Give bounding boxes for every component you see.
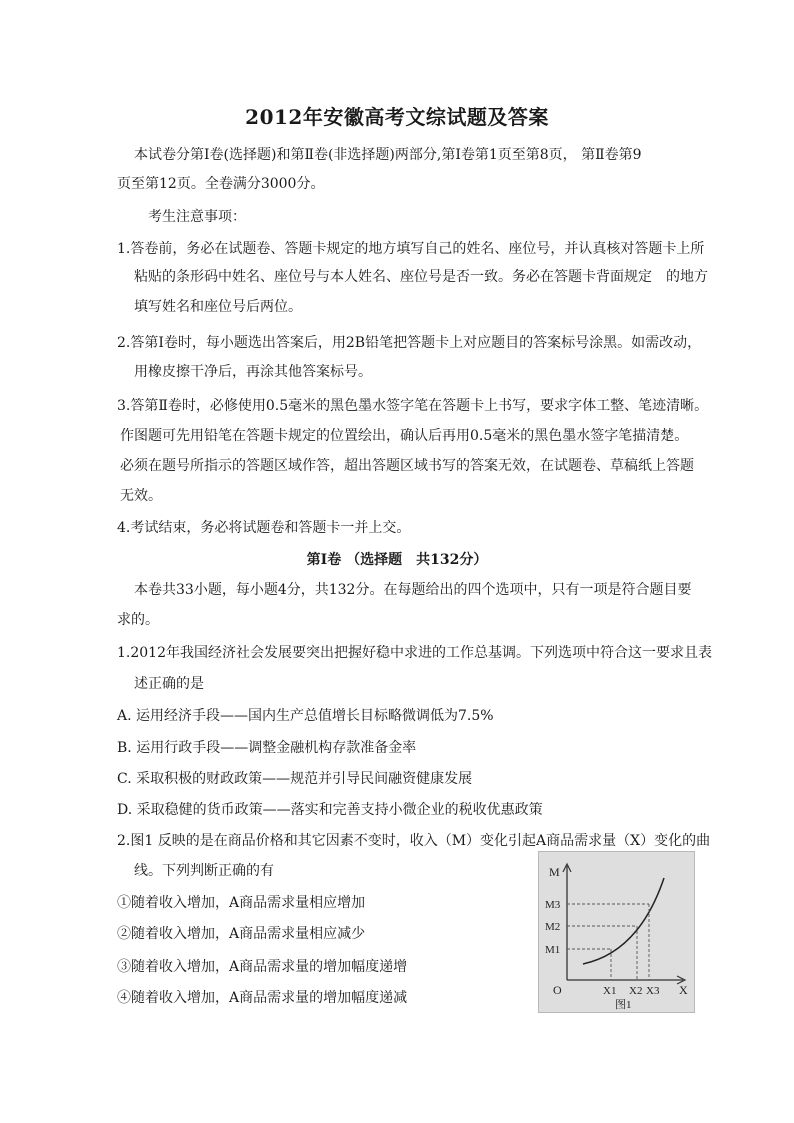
q2-stem-line-2: 线。下列判断正确的有 (134, 863, 274, 879)
m1-label: M1 (545, 944, 561, 956)
m2-label: M2 (545, 921, 561, 933)
q2-option-3: ③随着收入增加，A商品需求量的增加幅度递增 (117, 959, 408, 975)
figure-1-diagram (539, 852, 694, 1012)
x-axis-label: X (679, 983, 688, 997)
document-title: 2012年安徽高考文综试题及答案 (245, 105, 549, 129)
m3-label: M3 (545, 899, 561, 911)
q1-option-d: D. 采取稳健的货币政策——落实和完善支持小微企业的税收优惠政策 (117, 802, 543, 818)
x3-label: X3 (646, 985, 660, 997)
figure-caption: 图1 (615, 999, 632, 1011)
q2-option-4: ④随着收入增加，A商品需求量的增加幅度递减 (117, 990, 408, 1006)
y-axis-label: M (549, 865, 560, 879)
q2-option-2: ②随着收入增加，A商品需求量相应减少 (117, 926, 366, 942)
figure-1 (538, 851, 695, 1013)
q2-option-1: ①随着收入增加，A商品需求量相应增加 (117, 895, 366, 911)
q1-stem-line-1: 1.2012年我国经济社会发展要突出把握好稳中求进的工作总基调。下列选项中符合这一要求且表 (117, 645, 712, 661)
x2-label: X2 (629, 985, 643, 997)
note-1-line-3: 填写姓名和座位号后两位。 (134, 299, 302, 315)
origin-label: O (553, 983, 562, 997)
intro-line-1: 本试卷分第Ⅰ卷(选择题)和第Ⅱ卷(非选择题)两部分,第Ⅰ卷第1页至第8页， 第Ⅱ卷第9 (134, 147, 642, 163)
demand-curve (583, 878, 664, 964)
q1-stem-line-2: 述正确的是 (134, 676, 204, 692)
note-4: 4.考试结束，务必将试题卷和答题卡一并上交。 (117, 520, 411, 536)
note-3-line-3: 必须在题号所指示的答题区域作答，超出答题区域书写的答案无效，在试题卷、草稿纸上答题 (120, 458, 694, 474)
q1-option-a: A. 运用经济手段——国内生产总值增长目标略微调低为7.5% (117, 708, 494, 724)
section-1-desc-line-2: 求的。 (117, 612, 159, 628)
q1-option-c: C. 采取积极的财政政策——规范并引导民间融资健康发展 (117, 771, 473, 787)
intro-line-2: 页至第12页。全卷满分3000分。 (117, 176, 325, 192)
note-1-line-2: 粘贴的条形码中姓名、座位号与本人姓名、座位号是否一致。务必在答题卡背面规定 的地方 (134, 269, 708, 285)
section-1-heading: 第Ⅰ卷 （选择题 共132分） (306, 552, 488, 568)
note-3-line-4: 无效。 (120, 488, 162, 504)
note-2-line-1: 2.答第Ⅰ卷时，每小题选出答案后，用2B铅笔把答题卡上对应题目的答案标号涂黑。如需改动， (117, 335, 702, 351)
x1-label: X1 (603, 985, 617, 997)
note-2-line-2: 用橡皮擦干净后，再涂其他答案标号。 (134, 364, 372, 380)
q1-option-b: B. 运用行政手段——调整金融机构存款准备金率 (117, 740, 417, 756)
q2-stem-line-1: 2.图1 反映的是在商品价格和其它因素不变时，收入（M）变化引起A商品需求量（X）变化的曲 (117, 833, 711, 849)
note-3-line-2: 作图题可先用铅笔在答题卡规定的位置绘出，确认后再用0.5毫米的黑色墨水签字笔描清楚。 (120, 428, 689, 444)
note-3-line-1: 3.答第Ⅱ卷时，必修使用0.5毫米的黑色墨水签字笔在答题卡上书写，要求字体工整、笔迹清晰。 (117, 398, 709, 414)
notes-heading: 考生注意事项： (148, 209, 246, 225)
note-1-line-1: 1.答卷前，务必在试题卷、答题卡规定的地方填写自己的姓名、座位号，并认真核对答题卡上所 (117, 241, 705, 257)
section-1-desc-line-1: 本卷共33小题，每小题4分，共132分。在每题给出的四个选项中，只有一项是符合题目要 (134, 582, 692, 598)
